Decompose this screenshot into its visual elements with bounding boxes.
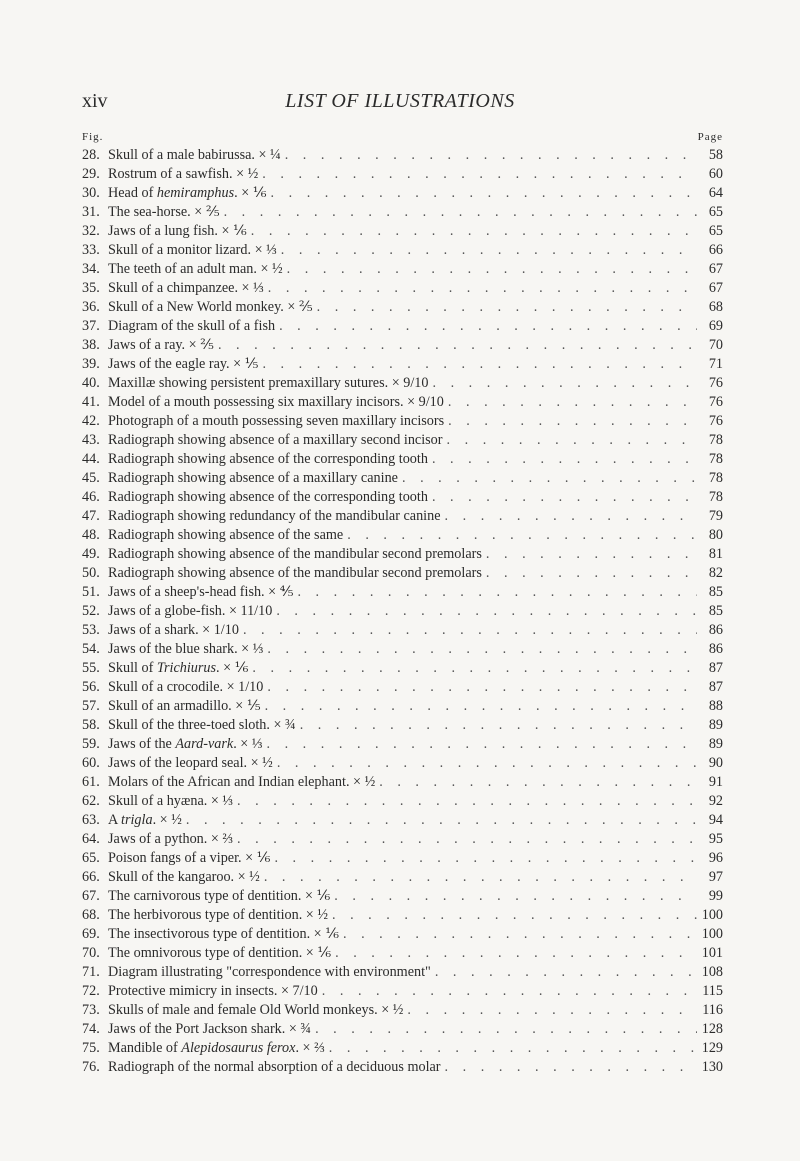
figure-caption: Radiograph showing absence of the same [108,527,344,543]
list-item [82,811,723,830]
page-number: 78 [708,489,723,505]
dot-leader [285,146,697,165]
list-item [82,469,723,488]
list-item [82,621,723,640]
dot-leader [322,982,697,1001]
page-number: 108 [701,964,723,980]
dot-leader [262,165,697,184]
page-number: 58 [708,147,723,163]
list-item [82,545,723,564]
page-number: 101 [701,945,723,961]
list-item [82,336,723,355]
list-item [82,241,723,260]
list-item [82,887,723,906]
folio: xiv [82,90,108,112]
dot-leader [276,602,697,621]
list-item [82,165,723,184]
figure-caption: Skull of the three-toed sloth. × ¾ [108,717,296,733]
figure-caption: The teeth of an adult man. × ½ [108,261,283,277]
figure-number: 37. [82,318,100,334]
dot-leader [265,697,697,716]
figure-caption: Maxillæ showing persistent premaxillary sutures. × 9/10 [108,375,429,391]
figure-caption: Radiograph showing absence of the corresponding tooth [108,489,428,505]
page-number: 67 [708,280,723,296]
list-item [82,659,723,678]
figure-caption: A trigla. × ½ [108,812,182,828]
page-number: 89 [708,717,723,733]
list-item [82,583,723,602]
figure-caption: Skull of a male babirussa. × ¼ [108,147,281,163]
figure-number: 49. [82,546,100,562]
page-number: 129 [701,1040,723,1056]
figure-number: 68. [82,907,100,923]
list-item [82,754,723,773]
page-number: 99 [708,888,723,904]
figure-caption: Jaws of a globe-fish. × 11/10 [108,603,273,619]
figure-caption: Radiograph showing absence of a maxillary canine [108,470,398,486]
dot-leader [432,488,697,507]
figure-caption: Rostrum of a sawfish. × ½ [108,166,259,182]
figure-caption: The carnivorous type of dentition. × ⅙ [108,888,331,904]
figure-number: 51. [82,584,100,600]
page-column-heading: Page [697,131,723,143]
figure-caption: Skull of a hyæna. × ⅓ [108,793,234,809]
figure-number: 36. [82,299,100,315]
figure-number: 56. [82,679,100,695]
figure-number: 64. [82,831,100,847]
list-item [82,412,723,431]
page-number: 95 [708,831,723,847]
page-number: 94 [708,812,723,828]
figure-number: 43. [82,432,100,448]
figure-number: 58. [82,717,100,733]
figure-caption: Head of hemiramphus. × ⅙ [108,185,267,201]
list-item [82,355,723,374]
figure-number: 33. [82,242,100,258]
figure-caption: Radiograph showing absence of the mandibular second premolars [108,565,482,581]
page-number: 76 [708,375,723,391]
figure-number: 39. [82,356,100,372]
dot-leader [266,735,697,754]
dot-leader [343,925,697,944]
figure-number: 70. [82,945,100,961]
dot-leader [274,849,697,868]
figure-caption: Jaws of the leopard seal. × ½ [108,755,273,771]
figure-number: 61. [82,774,100,790]
dot-leader [267,640,697,659]
page-number: 89 [708,736,723,752]
list-item [82,868,723,887]
figure-number: 30. [82,185,100,201]
dot-leader [252,659,697,678]
dot-leader [281,241,697,260]
list-item [82,222,723,241]
list-item [82,564,723,583]
figure-number: 72. [82,983,100,999]
list-item [82,203,723,222]
dot-leader [315,1020,697,1039]
page-number: 85 [708,603,723,619]
figure-number: 38. [82,337,100,353]
dot-leader [435,963,697,982]
dot-leader [329,1039,697,1058]
figure-number: 28. [82,147,100,163]
figure-caption: Skull of Trichiurus. × ⅙ [108,660,249,676]
page-number: 80 [708,527,723,543]
list-item [82,431,723,450]
dot-leader [224,203,697,222]
list-item [82,507,723,526]
figure-caption: The sea-horse. × ⅖ [108,204,220,220]
page-number: 92 [708,793,723,809]
dot-leader [445,1058,697,1077]
page-number: 85 [708,584,723,600]
dot-leader [262,355,697,374]
list-item [82,317,723,336]
list-item [82,1001,723,1020]
figure-caption: Diagram illustrating "correspondence with environment" [108,964,431,980]
figure-caption: Skull of the kangaroo. × ½ [108,869,260,885]
figure-caption: Jaws of a ray. × ⅖ [108,337,214,353]
figure-number: 59. [82,736,100,752]
dot-leader [277,754,697,773]
figure-number: 76. [82,1059,100,1075]
page-number: 130 [701,1059,723,1075]
page-number: 88 [708,698,723,714]
dot-leader [218,336,697,355]
dot-leader [251,222,697,241]
figure-number: 53. [82,622,100,638]
figure-number: 69. [82,926,100,942]
figure-caption: Radiograph showing redundancy of the mandibular canine [108,508,441,524]
figure-caption: Poison fangs of a viper. × ⅙ [108,850,271,866]
figure-number: 55. [82,660,100,676]
dot-leader [271,184,697,203]
dot-leader [335,944,697,963]
page-number: 90 [708,755,723,771]
figure-caption: Mandible of Alepidosaurus ferox. × ⅔ [108,1040,325,1056]
page-number: 81 [708,546,723,562]
list-item [82,773,723,792]
dot-leader [186,811,697,830]
page-number: 86 [708,641,723,657]
list-item [82,184,723,203]
running-title: LIST OF ILLUSTRATIONS [285,90,515,112]
figure-number: 60. [82,755,100,771]
list-item [82,678,723,697]
page-number: 76 [708,394,723,410]
dot-leader [379,773,697,792]
dot-leader [445,507,697,526]
figure-caption: Model of a mouth possessing six maxillary incisors. × 9/10 [108,394,444,410]
figure-number: 44. [82,451,100,467]
dot-leader [448,412,697,431]
figure-number: 66. [82,869,100,885]
page-number: 82 [708,565,723,581]
dot-leader [297,583,697,602]
page-number: 97 [708,869,723,885]
dot-leader [447,431,698,450]
figure-caption: Radiograph of the normal absorption of a deciduous molar [108,1059,441,1075]
page-number: 71 [708,356,723,372]
list-item [82,849,723,868]
figure-number: 73. [82,1002,100,1018]
column-headings [82,131,723,145]
list-item [82,393,723,412]
page-number: 68 [708,299,723,315]
figure-number: 46. [82,489,100,505]
list-item [82,1039,723,1058]
page-number: 79 [708,508,723,524]
dot-leader [486,545,697,564]
page-number: 91 [708,774,723,790]
figure-number: 35. [82,280,100,296]
page-number: 100 [701,907,723,923]
figure-caption: Jaws of the Aard-vark. × ⅓ [108,736,263,752]
figure-caption: Jaws of a lung fish. × ⅙ [108,223,247,239]
figure-number: 40. [82,375,100,391]
list-item [82,697,723,716]
dot-leader [407,1001,697,1020]
page-number: 60 [708,166,723,182]
dot-leader [317,298,697,317]
page-number: 78 [708,470,723,486]
list-item [82,450,723,469]
page-number: 78 [708,451,723,467]
figure-caption: Radiograph showing absence of a maxillary second incisor [108,432,443,448]
figure-number: 34. [82,261,100,277]
dot-leader [264,868,697,887]
figure-number: 50. [82,565,100,581]
figure-number: 74. [82,1021,100,1037]
figure-caption: Radiograph showing absence of the corresponding tooth [108,451,428,467]
dot-leader [334,887,697,906]
page-number: 70 [708,337,723,353]
dot-leader [332,906,697,925]
list-item [82,735,723,754]
figure-caption: The omnivorous type of dentition. × ⅙ [108,945,332,961]
list-item [82,374,723,393]
page-number: 64 [708,185,723,201]
page-header [0,90,800,118]
figure-caption: Skull of a New World monkey. × ⅖ [108,299,313,315]
figure-caption: Jaws of a shark. × 1/10 [108,622,239,638]
list-item [82,279,723,298]
figure-number: 47. [82,508,100,524]
figure-caption: Jaws of a python. × ⅔ [108,831,234,847]
page-number: 87 [708,660,723,676]
dot-leader [402,469,697,488]
page-number: 128 [701,1021,723,1037]
figure-caption: Jaws of a sheep's-head fish. × ⅘ [108,584,294,600]
list-item [82,925,723,944]
figure-caption: Jaws of the Port Jackson shark. × ¾ [108,1021,312,1037]
figure-caption: Diagram of the skull of a fish [108,318,276,334]
figure-caption: Jaws of the eagle ray. × ⅕ [108,356,259,372]
page-number: 78 [708,432,723,448]
page-number: 96 [708,850,723,866]
dot-leader [268,279,697,298]
dot-leader [432,374,697,393]
page-number: 87 [708,679,723,695]
dot-leader [237,792,697,811]
dot-leader [486,564,697,583]
list-item [82,792,723,811]
figure-caption: Skull of a monitor lizard. × ⅓ [108,242,277,258]
figure-number: 63. [82,812,100,828]
list-item [82,298,723,317]
figure-number: 42. [82,413,100,429]
figure-number: 31. [82,204,100,220]
list-item [82,526,723,545]
figure-number: 48. [82,527,100,543]
figure-caption: Protective mimicry in insects. × 7/10 [108,983,318,999]
illustration-list [82,146,723,1077]
page-number: 116 [702,1002,723,1018]
list-item [82,146,723,165]
dot-leader [432,450,697,469]
dot-leader [237,830,697,849]
figure-number: 45. [82,470,100,486]
dot-leader [279,317,697,336]
page-number: 115 [702,983,723,999]
dot-leader [287,260,697,279]
list-item [82,830,723,849]
list-item [82,906,723,925]
figure-caption: Photograph of a mouth possessing seven maxillary incisors [108,413,445,429]
list-item [82,260,723,279]
figure-number: 54. [82,641,100,657]
figure-caption: Skull of a crocodile. × 1/10 [108,679,264,695]
figure-number: 57. [82,698,100,714]
page-number: 69 [708,318,723,334]
dot-leader [300,716,697,735]
figure-number: 41. [82,394,100,410]
list-item [82,963,723,982]
dot-leader [347,526,697,545]
list-item [82,716,723,735]
figure-caption: Skull of an armadillo. × ⅕ [108,698,261,714]
list-item [82,982,723,1001]
figure-caption: The insectivorous type of dentition. × ⅙ [108,926,339,942]
figure-number: 29. [82,166,100,182]
dot-leader [448,393,697,412]
list-item [82,1020,723,1039]
page-number: 67 [708,261,723,277]
fig-column-heading: Fig. [82,131,104,143]
page-number: 65 [708,204,723,220]
dot-leader [267,678,697,697]
figure-number: 71. [82,964,100,980]
page-number: 86 [708,622,723,638]
figure-caption: The herbivorous type of dentition. × ½ [108,907,328,923]
figure-number: 65. [82,850,100,866]
page-number: 65 [708,223,723,239]
figure-number: 75. [82,1040,100,1056]
list-item [82,1058,723,1077]
figure-caption: Jaws of the blue shark. × ⅓ [108,641,264,657]
figure-number: 62. [82,793,100,809]
figure-number: 52. [82,603,100,619]
figure-caption: Skull of a chimpanzee. × ⅓ [108,280,264,296]
figure-number: 67. [82,888,100,904]
list-item [82,944,723,963]
list-item [82,640,723,659]
list-item [82,488,723,507]
figure-caption: Radiograph showing absence of the mandibular second premolars [108,546,482,562]
figure-caption: Skulls of male and female Old World monkeys. × ½ [108,1002,404,1018]
figure-caption: Molars of the African and Indian elephant. × ½ [108,774,376,790]
page-number: 100 [701,926,723,942]
page-number: 76 [708,413,723,429]
dot-leader [243,621,697,640]
figure-number: 32. [82,223,100,239]
list-item [82,602,723,621]
page-number: 66 [708,242,723,258]
